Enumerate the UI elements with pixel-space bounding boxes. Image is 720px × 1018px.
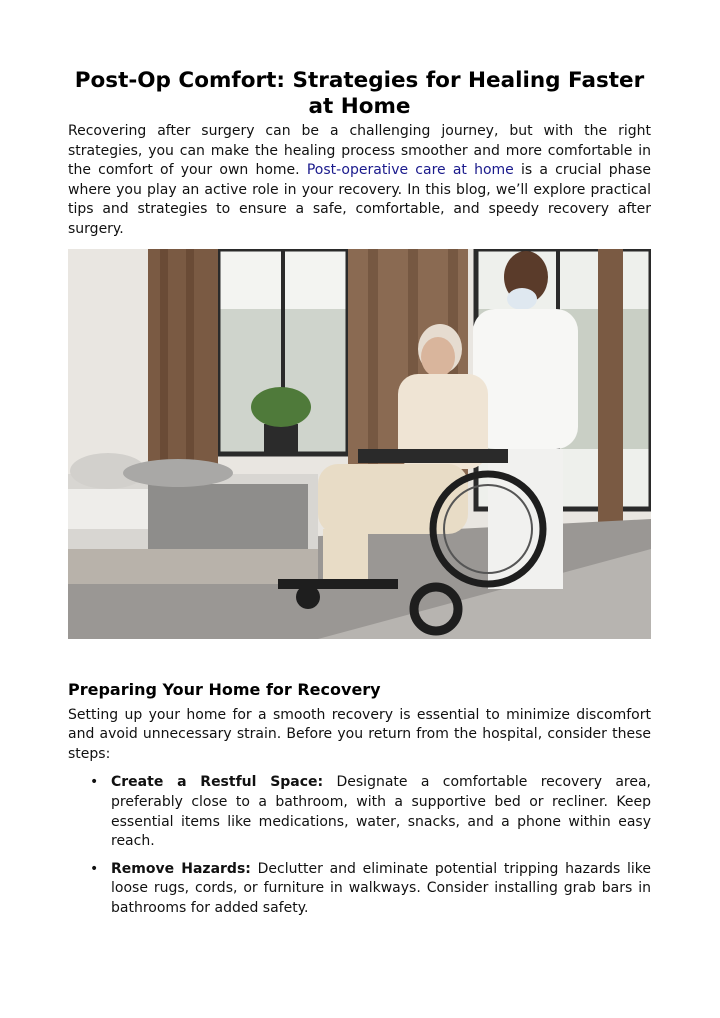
list-item [68,773,651,851]
list-item [68,860,651,919]
bullet: • [90,860,99,877]
list-item-text: Designate a comfortable recovery area, preferably close to a bathroom, with a supportive bed or recliner. Keep essential items like medications, water, snacks, and a phone within easy reach. [111,774,651,850]
section-intro: Setting up your home for a smooth recovery is essential to minimize discomfort and avoid unnecessary strain. Before you return from the hospital, consider these steps: [68,706,651,762]
steps-list [68,773,651,918]
list-item-text: Declutter and eliminate potential tripping hazards like loose rugs, cords, or furniture in walkways. Consider installing grab bars in bathrooms for added safety. [111,860,651,916]
list-item-label: Create a Restful Space: [111,774,324,791]
nurse-patient-photo [68,249,651,639]
page-title: Post-Op Comfort: Strategies for Healing Faster at Home [74,68,645,119]
document-page [68,68,651,927]
list-item-label: Remove Hazards: [111,860,251,877]
intro-paragraph [68,122,651,240]
bullet: • [90,774,99,791]
intro-text-end: is a crucial phase where you play an active role in your recovery. In this blog, we’ll explore practical tips and strategies to ensure a safe, comfortable, and speedy recovery after surgery. [68,162,651,237]
post-operative-care-link[interactable]: Post-operative care at home [306,162,514,179]
section-heading: Preparing Your Home for Recovery [68,679,381,699]
intro-text-start: Recovering after surgery can be a challenging journey, but with the right strategies, you can make the healing process smoother and more comfortable in the comfort of your own home. [68,123,651,179]
